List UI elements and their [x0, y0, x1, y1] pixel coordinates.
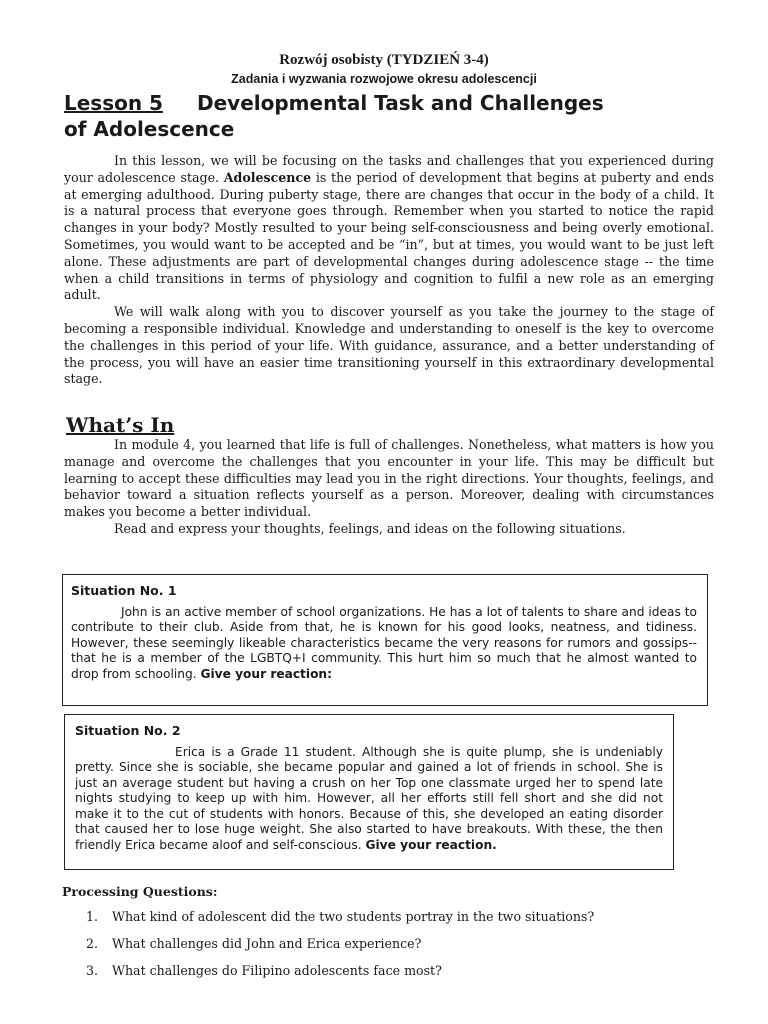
situation-1-box [62, 574, 708, 706]
lesson-number: Lesson 5 [64, 91, 163, 115]
whats-in-heading: What’s In [66, 413, 175, 437]
situation-1-body: John is an active member of school organizations. He has a lot of talents to share and ideas to contribute to their club. Aside from that, he is known for his good looks, neatness, and tidiness. However, these seemingly likeable characteristics became the very reasons for rumors and gossips-- that he is a member of the LGBTQ+I community. This hurt him so much that he almost wanted to drop from schooling. [71, 604, 697, 681]
adolescence-term: Adolescence [223, 169, 312, 185]
question-2-text: What challenges did John and Erica experience? [112, 936, 422, 951]
question-3-number: 3. [86, 963, 99, 978]
intro-p1-text-a: In this lesson, we will be focusing on the tasks and challenges that you experienced during your adolescence stage. [64, 153, 714, 185]
course-title: Rozwój osobisty (TYDZIEŃ 3-4) [279, 52, 489, 68]
lesson-title-line2: of Adolescence [64, 117, 235, 141]
intro-paragraph-2: We will walk along with you to discover yourself as you take the journey to the stage of becoming a responsible individual. Knowledge and understanding to oneself is the key to overcome the challenges in this period of your life. With guidance, assurance, and a better understanding of the process, you will have an easier time transitioning yourself in this extraordinary developmental stage. [64, 304, 714, 387]
whats-in-paragraph-1: In module 4, you learned that life is full of challenges. Nonetheless, what matters is how you manage and overcome the challenges that you encounter in your life. This may be difficult but learning to accept these difficulties may lead you in the right directions. Your thoughts, feelings, and behavior toward a situation reflects yourself as a person. Moreover, dealing with circumstances makes you become a better individual. [64, 437, 714, 520]
intro-paragraph-1 [64, 153, 714, 304]
question-3-text: What challenges do Filipino adolescents face most? [112, 963, 442, 978]
intro-p1-text-b: is the period of development that begins at puberty and ends at emerging adulthood. During puberty stage, there are changes that occur in the body of a child. It is a natural process that everyone goes through. Remember when you started to notice the rapid changes in your body? Mostly resulted to your being self-consciousness and being overly emotional. Sometimes, you would want to be accepted and be “in”, but at times, you would want to be just left alone. These adjustments are part of developmental changes during adolescence stage -- the time when a child transitions in terms of physiology and cognition to fulfil a new role as an emerging adult. [64, 169, 715, 303]
lesson-heading [64, 90, 724, 142]
situation-2-title: Situation No. 2 [75, 723, 181, 738]
situation-1-prompt: Give your reaction: [200, 666, 332, 681]
course-subtitle: Zadania i wyzwania rozwojowe okresu adolescencji [231, 72, 537, 86]
situation-2-text [75, 745, 663, 854]
question-1 [86, 909, 594, 924]
question-2 [86, 936, 421, 951]
question-3 [86, 963, 442, 978]
intro-section [64, 153, 714, 388]
question-2-number: 2. [86, 936, 99, 951]
processing-questions-heading: Processing Questions: [62, 884, 218, 899]
situation-1-title: Situation No. 1 [71, 583, 177, 598]
situation-1-text [71, 605, 697, 683]
question-1-text: What kind of adolescent did the two students portray in the two situations? [112, 909, 595, 924]
situation-2-prompt: Give your reaction. [365, 837, 497, 852]
whats-in-section [64, 437, 714, 538]
whats-in-paragraph-2: Read and express your thoughts, feelings, and ideas on the following situations. [114, 520, 626, 536]
question-1-number: 1. [86, 909, 99, 924]
situation-2-body: Erica is a Grade 11 student. Although she is quite plump, she is undeniably pretty. Since she is sociable, she became popular and gained a lot of friends in school. She is just an average student but having a crush on her Top one classmate urged her to spend late nights studying to keep up with him. However, all her efforts still fell short and she did not make it to the cut of students with honors. Because of this, she developed an eating disorder that caused her to lose huge weight. She also started to have breakouts. With these, the then friendly Erica became aloof and self-conscious. [75, 744, 663, 852]
situation-2-box [64, 714, 674, 870]
lesson-title-line1: Developmental Task and Challenges [196, 91, 604, 115]
